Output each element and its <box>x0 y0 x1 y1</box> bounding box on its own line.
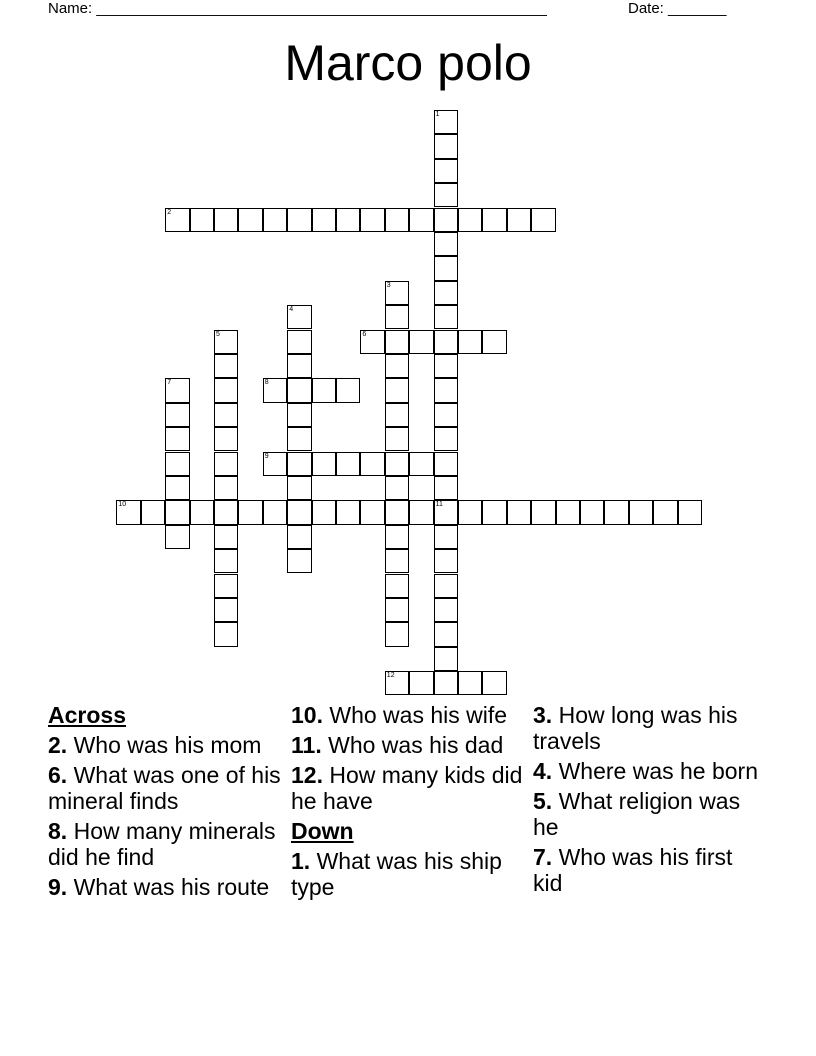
clue-number: 6. <box>48 762 68 788</box>
crossword-cell[interactable] <box>434 256 458 280</box>
crossword-cell[interactable] <box>482 671 506 695</box>
crossword-cell[interactable] <box>165 452 189 476</box>
crossword-cell[interactable] <box>360 500 384 524</box>
crossword-cell[interactable] <box>434 598 458 622</box>
cell-number: 2 <box>167 208 172 216</box>
clue-text: How long was his travels <box>533 702 738 754</box>
cell-number: 7 <box>167 379 172 387</box>
date-field-label: Date: _______ <box>628 0 727 17</box>
clue-column-2 <box>291 702 526 904</box>
crossword-cell[interactable] <box>409 208 433 232</box>
crossword-cell[interactable] <box>434 305 458 329</box>
crossword-cell[interactable] <box>385 452 409 476</box>
crossword-cell[interactable] <box>214 574 238 598</box>
down-heading: Down <box>291 818 354 844</box>
clue-number: 9. <box>48 874 68 900</box>
clue-down-7 <box>533 844 768 896</box>
crossword-cell[interactable] <box>434 208 458 232</box>
crossword-cell[interactable] <box>385 500 409 524</box>
crossword-cell[interactable] <box>263 452 287 476</box>
crossword-cell[interactable] <box>482 500 506 524</box>
crossword-cell[interactable] <box>214 476 238 500</box>
crossword-cell[interactable] <box>385 622 409 646</box>
crossword-cell[interactable] <box>165 427 189 451</box>
crossword-cell[interactable] <box>287 354 311 378</box>
crossword-cell[interactable] <box>434 183 458 207</box>
cell-number: 1 <box>435 110 440 118</box>
crossword-cell[interactable] <box>336 452 360 476</box>
clue-number: 3. <box>533 702 553 728</box>
crossword-cell[interactable] <box>434 281 458 305</box>
crossword-cell[interactable] <box>385 549 409 573</box>
across-heading: Across <box>48 702 126 728</box>
crossword-cell[interactable] <box>165 476 189 500</box>
crossword-cell[interactable] <box>531 500 555 524</box>
clue-across-8 <box>48 818 283 870</box>
crossword-cell[interactable] <box>360 208 384 232</box>
crossword-cell[interactable] <box>238 208 262 232</box>
crossword-cell[interactable] <box>531 208 555 232</box>
crossword-cell[interactable] <box>214 525 238 549</box>
crossword-cell[interactable] <box>385 305 409 329</box>
crossword-cell[interactable] <box>385 525 409 549</box>
clue-number: 1. <box>291 848 311 874</box>
clue-text: Where was he born <box>558 758 759 784</box>
crossword-cell[interactable] <box>287 427 311 451</box>
crossword-cell[interactable] <box>409 330 433 354</box>
cell-number: 11 <box>435 501 443 509</box>
crossword-cell[interactable] <box>263 500 287 524</box>
clue-across-11 <box>291 732 526 758</box>
crossword-cell[interactable] <box>287 403 311 427</box>
crossword-cell[interactable] <box>482 208 506 232</box>
clue-across-12 <box>291 762 526 814</box>
crossword-cell[interactable] <box>141 500 165 524</box>
cell-number: 9 <box>264 452 269 460</box>
clue-across-10 <box>291 702 526 728</box>
clue-across-2 <box>48 732 283 758</box>
crossword-cell[interactable] <box>165 500 189 524</box>
crossword-cell[interactable] <box>336 208 360 232</box>
crossword-cell[interactable] <box>434 330 458 354</box>
clue-column-3 <box>533 702 768 900</box>
crossword-cell[interactable] <box>434 110 458 134</box>
crossword-cell[interactable] <box>165 208 189 232</box>
cell-number: 12 <box>386 672 395 680</box>
crossword-cell[interactable] <box>287 452 311 476</box>
crossword-cell[interactable] <box>507 208 531 232</box>
clue-down-4 <box>533 758 768 784</box>
crossword-cell[interactable] <box>458 671 482 695</box>
crossword-cell[interactable] <box>385 378 409 402</box>
clue-text: Who was his first kid <box>533 844 733 896</box>
crossword-cell[interactable] <box>653 500 677 524</box>
crossword-cell[interactable] <box>434 427 458 451</box>
crossword-cell[interactable] <box>190 500 214 524</box>
cell-number: 10 <box>118 501 127 509</box>
clue-number: 10. <box>291 702 323 728</box>
crossword-cell[interactable] <box>434 354 458 378</box>
crossword-cell[interactable] <box>214 378 238 402</box>
crossword-cell[interactable] <box>434 671 458 695</box>
clue-text: What was one of his mineral finds <box>48 762 281 814</box>
crossword-cell[interactable] <box>214 549 238 573</box>
crossword-cell[interactable] <box>214 500 238 524</box>
crossword-cell[interactable] <box>604 500 628 524</box>
cell-number: 4 <box>289 306 294 314</box>
clue-number: 8. <box>48 818 68 844</box>
crossword-cell[interactable] <box>409 452 433 476</box>
crossword-cell[interactable] <box>409 671 433 695</box>
crossword-cell[interactable] <box>214 354 238 378</box>
crossword-cell[interactable] <box>214 598 238 622</box>
crossword-cell[interactable] <box>434 403 458 427</box>
crossword-cell[interactable] <box>434 378 458 402</box>
crossword-cell[interactable] <box>287 525 311 549</box>
clue-across-9 <box>48 874 283 900</box>
crossword-cell[interactable] <box>190 208 214 232</box>
clue-text: How many kids did he have <box>291 762 523 814</box>
clue-number: 4. <box>533 758 553 784</box>
crossword-cell[interactable] <box>434 500 458 524</box>
crossword-cell[interactable] <box>336 378 360 402</box>
crossword-cell[interactable] <box>360 452 384 476</box>
crossword-cell[interactable] <box>385 427 409 451</box>
cell-number: 5 <box>216 330 220 338</box>
crossword-cell[interactable] <box>385 574 409 598</box>
clue-text: What was his route <box>73 874 270 900</box>
crossword-cell[interactable] <box>482 330 506 354</box>
clue-text: Who was his dad <box>328 732 504 758</box>
crossword-cell[interactable] <box>214 403 238 427</box>
crossword-cell[interactable] <box>507 500 531 524</box>
crossword-cell[interactable] <box>312 378 336 402</box>
header <box>48 0 748 20</box>
clue-down-3 <box>533 702 768 754</box>
crossword-cell[interactable] <box>458 330 482 354</box>
crossword-cell[interactable] <box>434 134 458 158</box>
crossword-cell[interactable] <box>434 232 458 256</box>
crossword-cell[interactable] <box>385 281 409 305</box>
crossword-cell[interactable] <box>385 403 409 427</box>
clue-number: 12. <box>291 762 323 788</box>
crossword-cell[interactable] <box>580 500 604 524</box>
crossword-cell[interactable] <box>287 208 311 232</box>
crossword-cell[interactable] <box>458 208 482 232</box>
crossword-cell[interactable] <box>287 378 311 402</box>
crossword-cell[interactable] <box>116 500 140 524</box>
crossword-cell[interactable] <box>312 500 336 524</box>
crossword-cell[interactable] <box>214 330 238 354</box>
clue-text: What was his ship type <box>291 848 502 900</box>
crossword-cell[interactable] <box>385 354 409 378</box>
clue-down-1 <box>291 848 526 900</box>
cell-number: 3 <box>386 281 391 289</box>
crossword-cell[interactable] <box>360 330 384 354</box>
clue-across-6 <box>48 762 283 814</box>
crossword-cell[interactable] <box>458 500 482 524</box>
crossword-cell[interactable] <box>214 622 238 646</box>
crossword-cell[interactable] <box>287 476 311 500</box>
clue-text: Who was his mom <box>73 732 262 758</box>
cell-number: 6 <box>362 330 367 338</box>
crossword-cell[interactable] <box>385 476 409 500</box>
crossword-cell[interactable] <box>434 549 458 573</box>
crossword-cell[interactable] <box>385 598 409 622</box>
crossword-cell[interactable] <box>165 403 189 427</box>
crossword-cell[interactable] <box>312 208 336 232</box>
crossword-cell[interactable] <box>678 500 702 524</box>
page-title: Marco polo <box>284 35 532 91</box>
crossword-cell[interactable] <box>165 378 189 402</box>
crossword-cell[interactable] <box>409 500 433 524</box>
crossword-cell[interactable] <box>434 476 458 500</box>
crossword-cell[interactable] <box>336 500 360 524</box>
crossword-cell[interactable] <box>385 208 409 232</box>
crossword-cell[interactable] <box>312 452 336 476</box>
clue-text: How many minerals did he find <box>48 818 276 870</box>
crossword-cell[interactable] <box>385 671 409 695</box>
crossword-cell[interactable] <box>214 452 238 476</box>
clue-down-5 <box>533 788 768 840</box>
clue-number: 7. <box>533 844 553 870</box>
cell-number: 8 <box>264 379 269 387</box>
crossword-cell[interactable] <box>238 500 262 524</box>
crossword-cell[interactable] <box>434 622 458 646</box>
crossword-cell[interactable] <box>434 452 458 476</box>
crossword-cell[interactable] <box>263 208 287 232</box>
clue-number: 5. <box>533 788 553 814</box>
crossword-cell[interactable] <box>214 208 238 232</box>
name-field-label: Name: ______________________________________________________ <box>48 0 547 17</box>
crossword-cell[interactable] <box>287 500 311 524</box>
crossword-cell[interactable] <box>287 305 311 329</box>
crossword-cell[interactable] <box>287 549 311 573</box>
crossword-cell[interactable] <box>263 378 287 402</box>
crossword-cell[interactable] <box>434 159 458 183</box>
crossword-cell[interactable] <box>434 525 458 549</box>
crossword-cell[interactable] <box>434 647 458 671</box>
clue-number: 2. <box>48 732 68 758</box>
crossword-cell[interactable] <box>165 525 189 549</box>
crossword-cell[interactable] <box>385 330 409 354</box>
crossword-cell[interactable] <box>629 500 653 524</box>
crossword-cell[interactable] <box>556 500 580 524</box>
crossword-cell[interactable] <box>287 330 311 354</box>
clue-text: Who was his wife <box>329 702 508 728</box>
crossword-cell[interactable] <box>434 574 458 598</box>
clue-column-1 <box>48 702 283 904</box>
clue-text: What religion was he <box>533 788 741 840</box>
crossword-cell[interactable] <box>214 427 238 451</box>
clue-number: 11. <box>291 732 322 758</box>
